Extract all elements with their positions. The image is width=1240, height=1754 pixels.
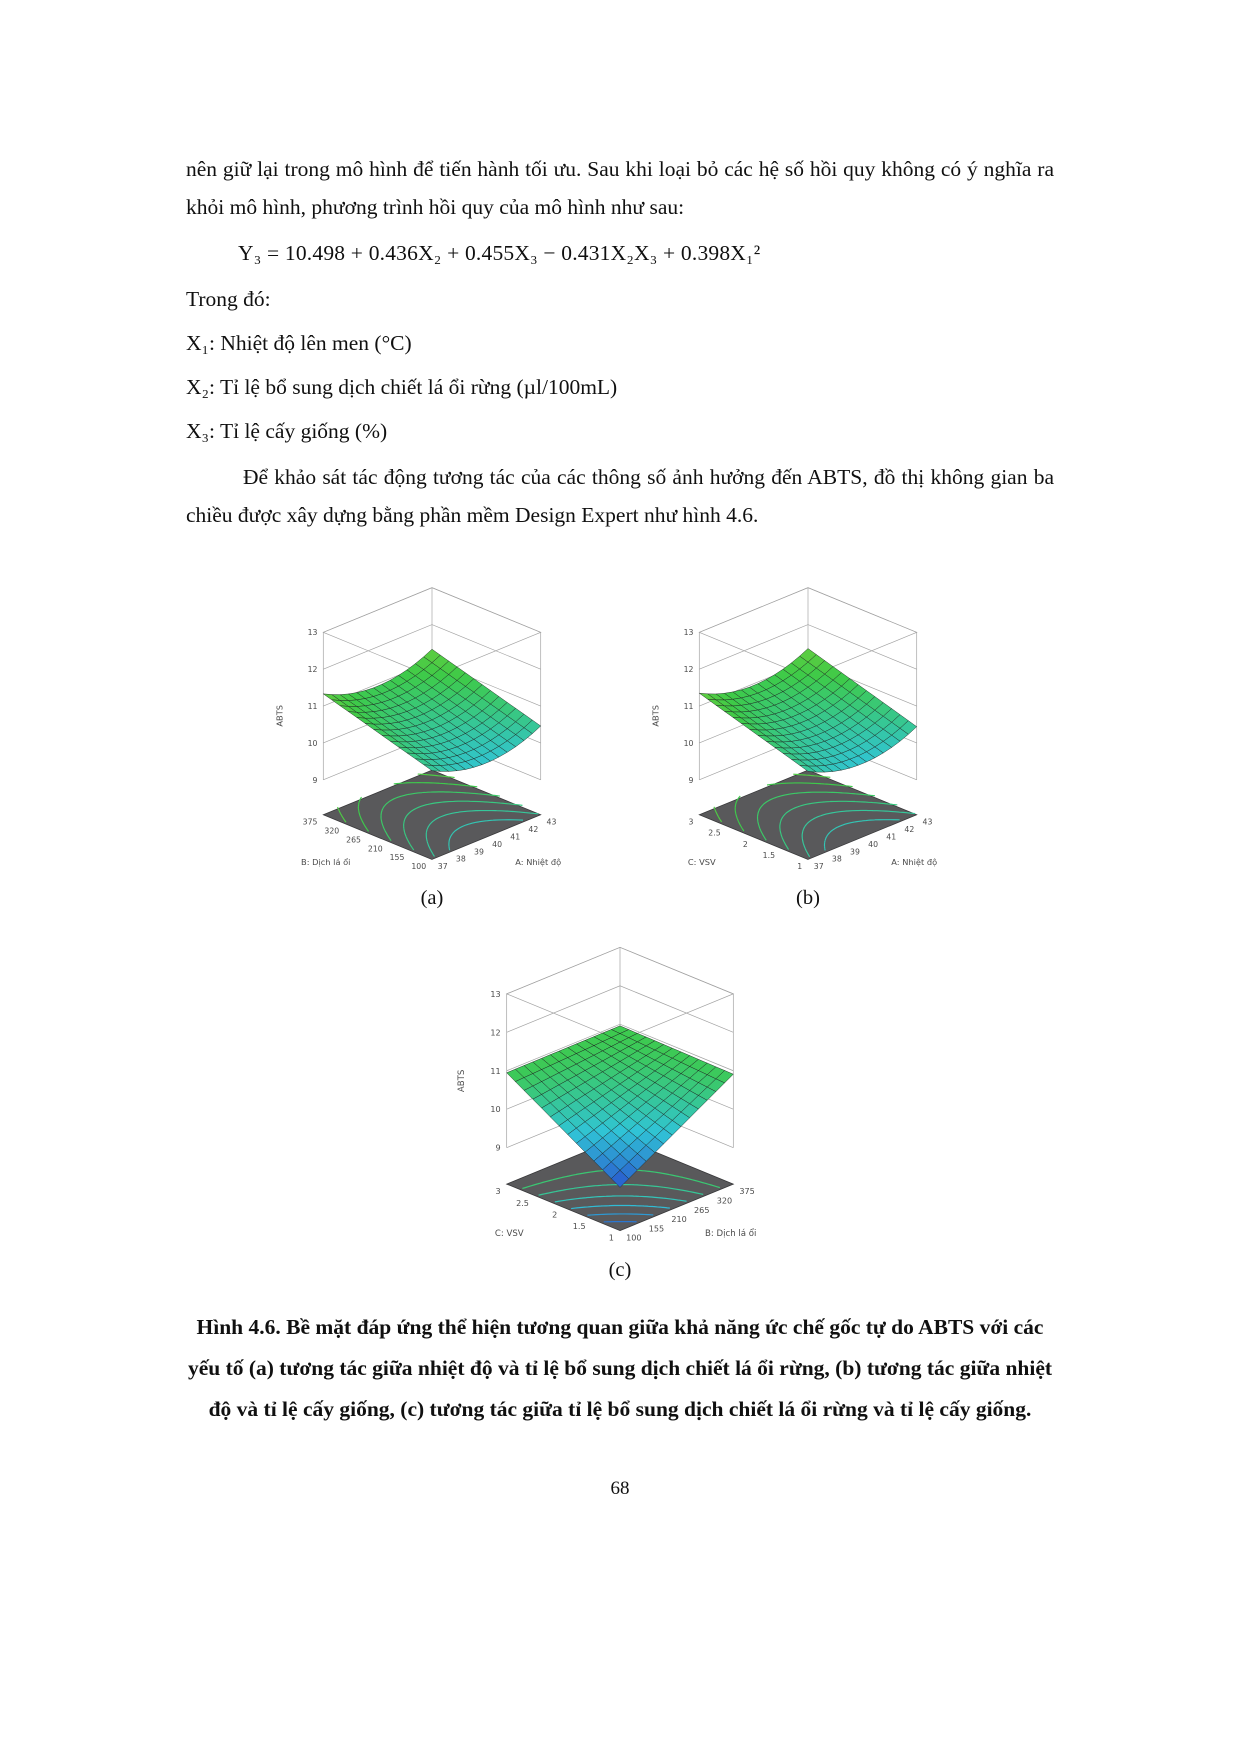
- svg-text:13: 13: [490, 988, 501, 999]
- svg-text:40: 40: [492, 839, 503, 849]
- variable-x1-definition: X₁: Nhiệt độ lên men (°C): [186, 331, 412, 355]
- paragraph-figure-intro: Để khảo sát tác động tương tác của các thông số ảnh hưởng đến ABTS, đồ thị không gian ba chiều được xây dựng bằng phần mềm Design Expert như hình 4.6.: [186, 465, 1054, 527]
- figure-label-a: (a): [420, 887, 444, 909]
- svg-text:12: 12: [307, 665, 318, 675]
- svg-text:1.5: 1.5: [572, 1221, 586, 1232]
- figure-panel-c: [448, 929, 792, 1283]
- svg-text:13: 13: [307, 628, 318, 638]
- svg-text:42: 42: [528, 824, 539, 834]
- svg-text:9: 9: [495, 1142, 501, 1153]
- svg-text:2: 2: [552, 1209, 558, 1220]
- svg-text:1.5: 1.5: [762, 850, 775, 860]
- svg-text:155: 155: [648, 1223, 665, 1234]
- figure-label-c: (c): [608, 1259, 632, 1281]
- svg-text:C: VSV: C: VSV: [494, 1229, 524, 1240]
- svg-text:320: 320: [716, 1195, 733, 1206]
- svg-text:ABTS: ABTS: [274, 704, 285, 727]
- svg-text:ABTS: ABTS: [650, 704, 661, 727]
- svg-text:37: 37: [813, 862, 824, 872]
- svg-text:2: 2: [742, 839, 748, 849]
- svg-text:9: 9: [688, 775, 694, 785]
- svg-text:265: 265: [694, 1204, 710, 1215]
- svg-text:3: 3: [688, 817, 694, 827]
- svg-text:43: 43: [922, 817, 933, 827]
- svg-text:10: 10: [490, 1104, 501, 1115]
- svg-text:38: 38: [455, 854, 466, 864]
- svg-text:B: Dịch lá ổi: B: Dịch lá ổi: [301, 856, 351, 867]
- figure-panel-b: [643, 570, 973, 911]
- svg-text:11: 11: [490, 1065, 501, 1076]
- svg-text:1: 1: [608, 1232, 614, 1243]
- svg-text:12: 12: [490, 1027, 501, 1038]
- surface-plot-a: [267, 570, 597, 881]
- svg-text:375: 375: [302, 817, 318, 827]
- svg-text:265: 265: [346, 835, 361, 845]
- svg-text:38: 38: [831, 854, 842, 864]
- svg-text:10: 10: [307, 738, 318, 748]
- figure-caption: Hình 4.6. Bề mặt đáp ứng thể hiện tương quan giữa khả năng ức chế gốc tự do ABTS với các yếu tố (a) tương tác giữa nhiệt độ và tỉ lệ bổ sung dịch chiết lá ổi rừng, (b) tương tác giữa nhiệt độ và tỉ lệ cấy giống, (c) tương tác giữa tỉ lệ bổ sung dịch chiết lá ổi rừng và tỉ lệ cấy giống.: [187, 1315, 1053, 1421]
- svg-text:41: 41: [886, 832, 897, 842]
- svg-text:42: 42: [904, 824, 915, 834]
- figure-panel-a: [267, 570, 597, 911]
- svg-text:3: 3: [495, 1186, 501, 1197]
- svg-text:39: 39: [474, 847, 484, 857]
- regression-equation: Y₃ = 10.498 + 0.436X₂ + 0.455X₃ − 0.431X₂X₃ + 0.398X₁²: [238, 241, 761, 265]
- variable-x3-definition: X₃: Tỉ lệ cấy giống (%): [186, 419, 388, 443]
- svg-text:2.5: 2.5: [708, 828, 721, 838]
- svg-text:11: 11: [683, 702, 694, 711]
- svg-text:10: 10: [683, 738, 694, 748]
- svg-text:ABTS: ABTS: [457, 1069, 468, 1093]
- svg-text:43: 43: [546, 817, 557, 827]
- svg-text:40: 40: [868, 839, 879, 849]
- svg-text:A: Nhiệt độ: A: Nhiệt độ: [891, 856, 938, 867]
- surface-plot-c: [448, 929, 792, 1253]
- svg-text:37: 37: [437, 862, 448, 872]
- svg-text:B: Dịch lá ổi: B: Dịch lá ổi: [704, 1229, 757, 1240]
- svg-text:2.5: 2.5: [516, 1197, 529, 1208]
- paragraph-intro: nên giữ lại trong mô hình để tiến hành tối ưu. Sau khi loại bỏ các hệ số hồi quy không có ý nghĩa ra khỏi mô hình, phương trình hồi quy của mô hình như sau:: [186, 157, 1054, 219]
- variable-x2-definition: X₂: Tỉ lệ bổ sung dịch chiết lá ổi rừng (µl/100mL): [186, 375, 618, 399]
- figure-row-c: [186, 929, 1054, 1283]
- svg-text:13: 13: [683, 628, 694, 638]
- svg-text:A: Nhiệt độ: A: Nhiệt độ: [515, 856, 562, 867]
- svg-text:C: VSV: C: VSV: [687, 856, 716, 867]
- svg-text:1: 1: [797, 862, 803, 872]
- svg-text:155: 155: [389, 853, 405, 863]
- page-number: 68: [610, 1478, 630, 1499]
- svg-text:12: 12: [683, 665, 694, 675]
- svg-text:9: 9: [312, 775, 318, 785]
- svg-text:41: 41: [510, 832, 521, 842]
- svg-text:320: 320: [324, 826, 340, 836]
- figure-row-ab: [186, 570, 1054, 911]
- svg-text:39: 39: [850, 847, 860, 857]
- svg-text:100: 100: [411, 862, 427, 872]
- where-label: Trong đó:: [186, 287, 271, 311]
- svg-text:375: 375: [739, 1186, 755, 1197]
- figure-label-b: (b): [796, 887, 820, 909]
- svg-text:100: 100: [626, 1232, 642, 1243]
- svg-text:210: 210: [367, 844, 383, 854]
- surface-plot-b: [643, 570, 973, 881]
- svg-text:210: 210: [671, 1214, 687, 1225]
- svg-text:11: 11: [307, 702, 318, 711]
